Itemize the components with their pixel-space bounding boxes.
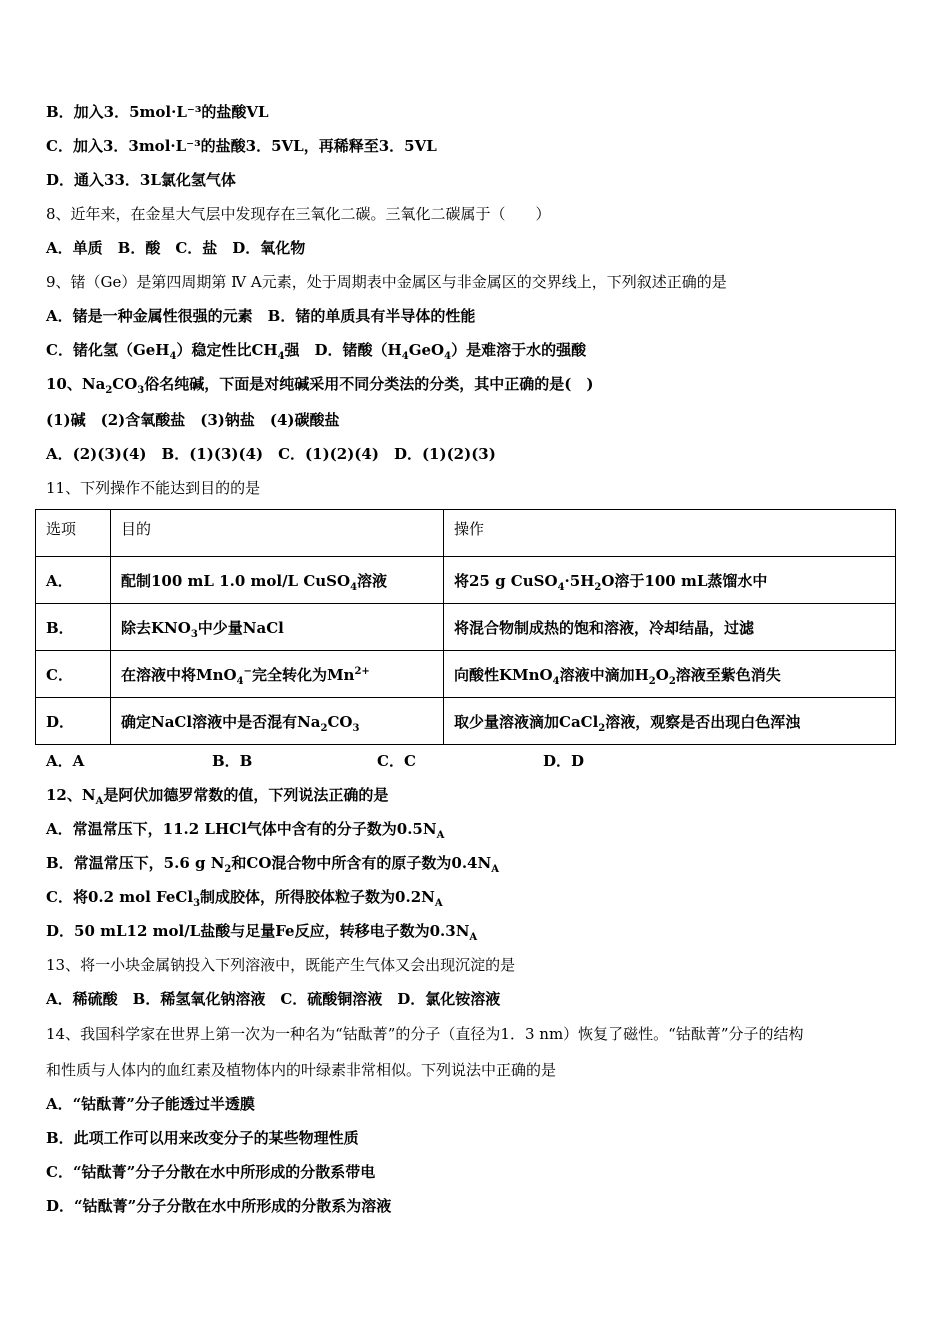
q10-options: A．(2)(3)(4) B．(1)(3)(4) C．(1)(2)(4) D．(1)(2)(3) [46,445,496,463]
q14-option-c: C．“钴酞菁”分子分散在水中所形成的分散系带电 [46,1163,376,1181]
q11-answer-a: A．A [46,752,85,770]
q14-option-b: B．此项工作可以用来改变分子的某些物理性质 [46,1129,359,1147]
q7-option-c: C．加入3．3mol·L⁻³的盐酸3．5VL，再稀释至3．5VL [46,137,437,155]
q7-option-b: B．加入3．5mol·L⁻³的盐酸VL [46,103,269,121]
row-option: D． [36,698,111,745]
row-option: A． [36,557,111,604]
row-aim: 在溶液中将MnO$_4$−完全转化为$Mn^{2+}$ [111,651,444,698]
q13-stem: 13、将一小块金属钠投入下列溶液中，既能产生气体又会出现沉淀的是 [46,956,516,974]
q10-categories: (1)碱 (2)含氧酸盐 (3)钠盐 (4)碳酸盐 [46,411,340,429]
q9-options-ab: A．锗是一种金属性很强的元素 B．锗的单质具有半导体的性能 [46,307,476,325]
q14-option-a: A．“钴酞菁”分子能透过半透膜 [46,1095,255,1113]
row-operation: 将25 g $CuSO_4\cdot 5H_2O$溶于100 mL蒸馏水中 [444,557,896,604]
q12-option-c: C．将0.2 mol FeCl$_3$制成胶体，所得胶体粒子数为$0.2N_A$ [46,888,443,909]
table-header-row [36,510,896,557]
q7-option-d: D．通入33．3L氯化氢气体 [46,171,236,189]
row-aim: 除去$KNO_3$中少量NaCl [111,604,444,651]
q9-options-cd: C．锗化氢（GeH$_4$）稳定性比$CH_4$强 D．锗酸$(H_4GeO_4)$是难溶于水的强酸 [46,341,587,362]
row-option: B． [36,604,111,651]
q8-stem: 8、近年来，在金星大气层中发现存在三氧化二碳。三氧化二碳属于（ ） [46,205,551,223]
row-option: C． [36,651,111,698]
row-operation: 取少量溶液滴加CaCl$_2$溶液，观察是否出现白色浑浊 [444,698,896,745]
q10-stem: 10、$Na_2CO_3$俗名纯碱，下面是对纯碱采用不同分类法的分类，其中正确的是( ) [46,375,594,396]
q11-answer-d: D．D [543,752,585,770]
q9-stem: 9、锗（Ge）是第四周期第 Ⅳ A元素，处于周期表中金属区与非金属区的交界线上，下列叙述正确的是 [46,273,727,291]
header-option: 选项 [36,510,111,557]
q14-stem-line1: 14、我国科学家在世界上第一次为一种名为“钴酞菁”的分子（直径为1．3 nm）恢复了磁性。“钴酞菁”分子的结构 [46,1025,804,1043]
q12-option-b: B．常温常压下，5.6 g $N_2$和CO混合物中所含有的原子数为$0.4N_A$ [46,854,499,875]
q13-options: A．稀硫酸 B．稀氢氧化钠溶液 C．硫酸铜溶液 D．氯化铵溶液 [46,990,501,1008]
table-row [36,604,896,651]
q11-table [35,509,896,745]
row-aim: 配制100 mL 1.0 mol/L CuSO$_4$溶液 [111,557,444,604]
q11-answer-b: B．B [212,752,253,770]
q12-option-a: A．常温常压下，11.2 LHCl气体中含有的分子数为$0.5N_A$ [46,820,445,841]
row-aim: 确定NaCl溶液中是否混有$Na_2CO_3$ [111,698,444,745]
table-row [36,698,896,745]
row-operation: 向酸性KMnO$_4$溶液中滴加$H_2O_2$溶液至紫色消失 [444,651,896,698]
q14-option-d: D．“钴酞菁”分子分散在水中所形成的分散系为溶液 [46,1197,392,1215]
table-row [36,651,896,698]
header-aim: 目的 [111,510,444,557]
q14-stem-line2: 和性质与人体内的血红素及植物体内的叶绿素非常相似。下列说法中正确的是 [46,1061,557,1079]
row-operation: 将混合物制成热的饱和溶液，冷却结晶，过滤 [444,604,896,651]
q11-answer-c: C．C [377,752,416,770]
header-operation: 操作 [444,510,896,557]
table-row [36,557,896,604]
q12-stem: 12、$N_A$是阿伏加德罗常数的值，下列说法正确的是 [46,786,389,807]
q12-option-d: D．50 mL12 mol/L盐酸与足量Fe反应，转移电子数为$0.3N_A$ [46,922,478,943]
q8-options: A．单质 B．酸 C．盐 D．氧化物 [46,239,306,257]
q11-stem: 11、下列操作不能达到目的的是 [46,479,261,497]
